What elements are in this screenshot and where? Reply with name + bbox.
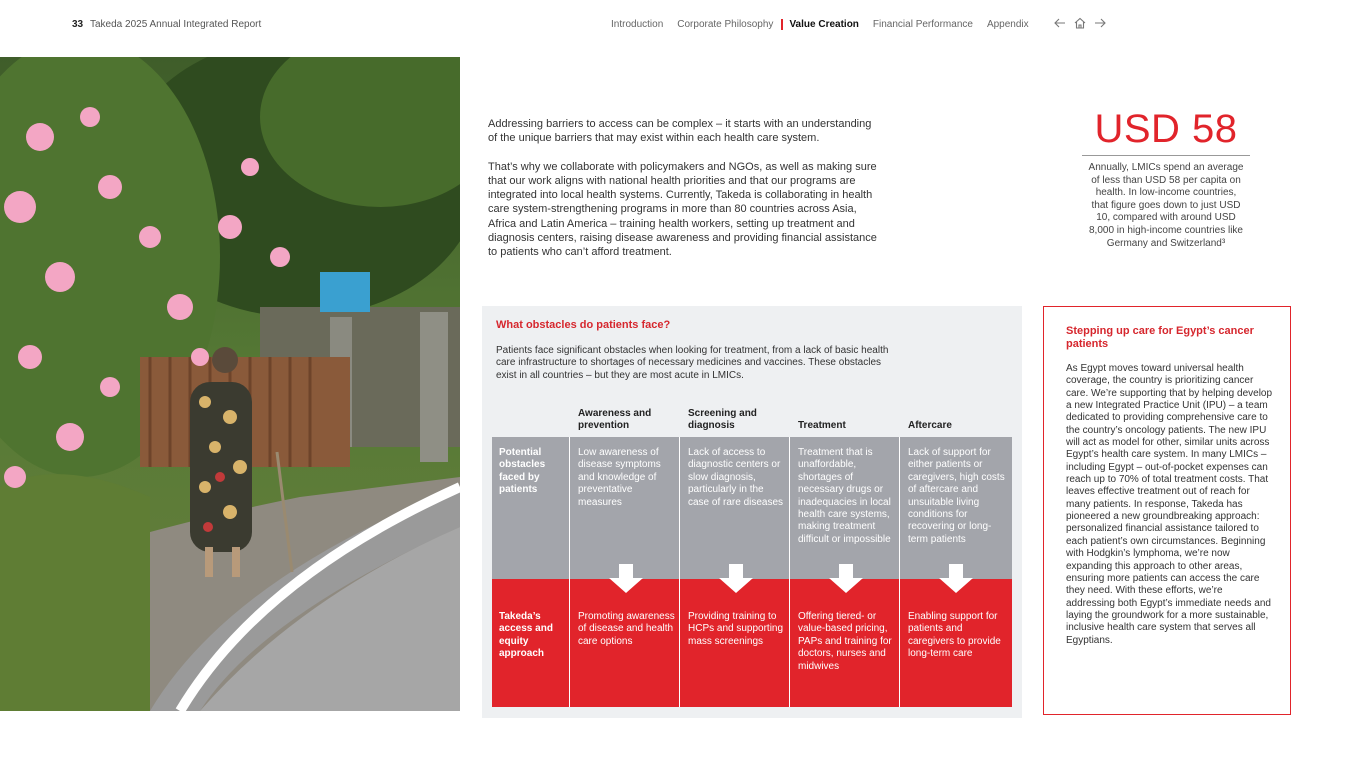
column-header-screening: Screening and diagnosis bbox=[688, 408, 757, 432]
report-title: Takeda 2025 Annual Integrated Report bbox=[90, 19, 262, 30]
divider bbox=[789, 579, 790, 707]
nav-introduction[interactable]: Introduction bbox=[611, 19, 664, 30]
case-study-title: Stepping up care for Egypt’s cancer patients bbox=[1066, 325, 1254, 350]
obstacle-screening: Lack of access to diagnostic centers or slow diagnosis, particularly in the case of rare diseases bbox=[688, 447, 784, 508]
stat-callout bbox=[1082, 106, 1250, 250]
divider bbox=[569, 579, 570, 707]
stat-divider bbox=[1082, 155, 1250, 156]
column-header-treatment: Treatment bbox=[798, 420, 846, 431]
arrow-left-icon[interactable] bbox=[1053, 16, 1067, 30]
approach-awareness: Promoting awareness of disease and health care options bbox=[578, 611, 675, 647]
divider bbox=[899, 579, 900, 707]
approach-screening: Providing training to HCPs and supporting mass screenings bbox=[688, 611, 784, 647]
top-nav bbox=[611, 19, 1043, 30]
intro-paragraph-1: Addressing barriers to access can be complex – it starts with an understanding of the unique barriers that may exist within each health care system. bbox=[488, 118, 872, 145]
obstacle-awareness: Low awareness of disease symptoms and knowledge of preventative measures bbox=[578, 447, 661, 508]
divider bbox=[679, 437, 680, 579]
divider bbox=[789, 437, 790, 579]
page-number: 33 bbox=[72, 19, 84, 30]
nav-value-creation[interactable]: Value Creation bbox=[781, 19, 858, 30]
approach-row bbox=[492, 579, 1012, 707]
arrow-right-icon[interactable] bbox=[1093, 16, 1107, 30]
divider bbox=[899, 437, 900, 579]
panel-description: Patients face significant obstacles when looking for treatment, from a lack of basic health care infrastructure to shortages of necessary medicines and vaccines. These obstacles exist in all countries – but they are most acute in LMICs. bbox=[496, 345, 889, 381]
photo-elderly-woman-walking bbox=[0, 57, 460, 711]
panel-title: What obstacles do patients face? bbox=[496, 319, 671, 331]
down-arrow-icon bbox=[828, 564, 864, 594]
column-header-awareness: Awareness and prevention bbox=[578, 408, 652, 432]
home-icon[interactable] bbox=[1073, 16, 1087, 30]
intro-paragraph-2: That’s why we collaborate with policymakers and NGOs, as well as making sure that our work aligns with national health priorities and that our programs are integrated into local health systems. Currently, Takeda is collaborating in health care system-strengthening programs in more than 80 countries across Asia, Africa and Latin America – training health workers, setting up treatment and diagnosis centers, raising disease awareness and providing financial assistance to patients who can’t afford treatment. bbox=[488, 160, 877, 259]
down-arrow-icon bbox=[718, 564, 754, 594]
divider bbox=[679, 579, 680, 707]
stat-note: Annually, LMICs spend an average of less than USD 58 per capita on health. In low-income countries, that figure goes down to just USD 10, compared with around USD 8,000 in high-income countries like Germany and Switzerland³ bbox=[1088, 162, 1244, 249]
column-header-aftercare: Aftercare bbox=[908, 420, 952, 431]
nav-appendix[interactable]: Appendix bbox=[986, 19, 1029, 30]
row-label-approach: Takeda’s access and equity approach bbox=[499, 611, 553, 660]
egypt-case-study bbox=[1043, 306, 1291, 715]
obstacle-treatment: Treatment that is unaffordable, shortages of necessary drugs or inadequacies in local health care systems, making treatment difficult or impossible bbox=[798, 447, 891, 545]
approach-treatment: Offering tiered- or value-based pricing, PAPs and training for doctors, nurses and midwives bbox=[798, 611, 892, 672]
divider bbox=[569, 437, 570, 579]
down-arrow-icon bbox=[608, 564, 644, 594]
obstacle-aftercare: Lack of support for either patients or caregivers, high costs of aftercare and unsuitable living conditions for recovering or long-term patients bbox=[908, 447, 1005, 545]
row-label-obstacles: Potential obstacles faced by patients bbox=[499, 447, 546, 496]
approach-aftercare: Enabling support for patients and caregivers to provide long-term care bbox=[908, 611, 1001, 660]
page-header bbox=[0, 0, 1365, 50]
case-study-body: As Egypt moves toward universal health coverage, the country is prioritizing cancer care. We’re supporting that by helping develop a new Integrated Practice Unit (IPU) – a team dedicated to providing comprehensive care to the country’s oncology patients. The new IPU will act as model for other, similar units across Egypt’s health care system. In many LMICs – including Egypt – out-of-pocket expenses can reach up to 70% of total treatment costs. That leaves effective treatment out of reach for many patients. In response, Takeda has pioneered a new groundbreaking approach: personalized financial assistance tailored to each patient’s own circumstances. Beginning with Hodgkin’s lymphoma, we’re now expanding this approach to other areas, ensuring more patients can access the care they need. With these efforts, we’re addressing both Egypt’s immediate needs and laying the groundwork for a more sustainable, inclusive health care system that serves all Egyptians. bbox=[1066, 363, 1273, 646]
nav-financial-performance[interactable]: Financial Performance bbox=[872, 19, 973, 30]
stat-value: USD 58 bbox=[1094, 107, 1238, 151]
obstacles-row bbox=[492, 437, 1012, 579]
nav-corporate-philosophy[interactable]: Corporate Philosophy bbox=[677, 19, 774, 30]
intro-text bbox=[488, 117, 880, 274]
down-arrow-icon bbox=[938, 564, 974, 594]
obstacles-panel bbox=[482, 306, 1022, 718]
